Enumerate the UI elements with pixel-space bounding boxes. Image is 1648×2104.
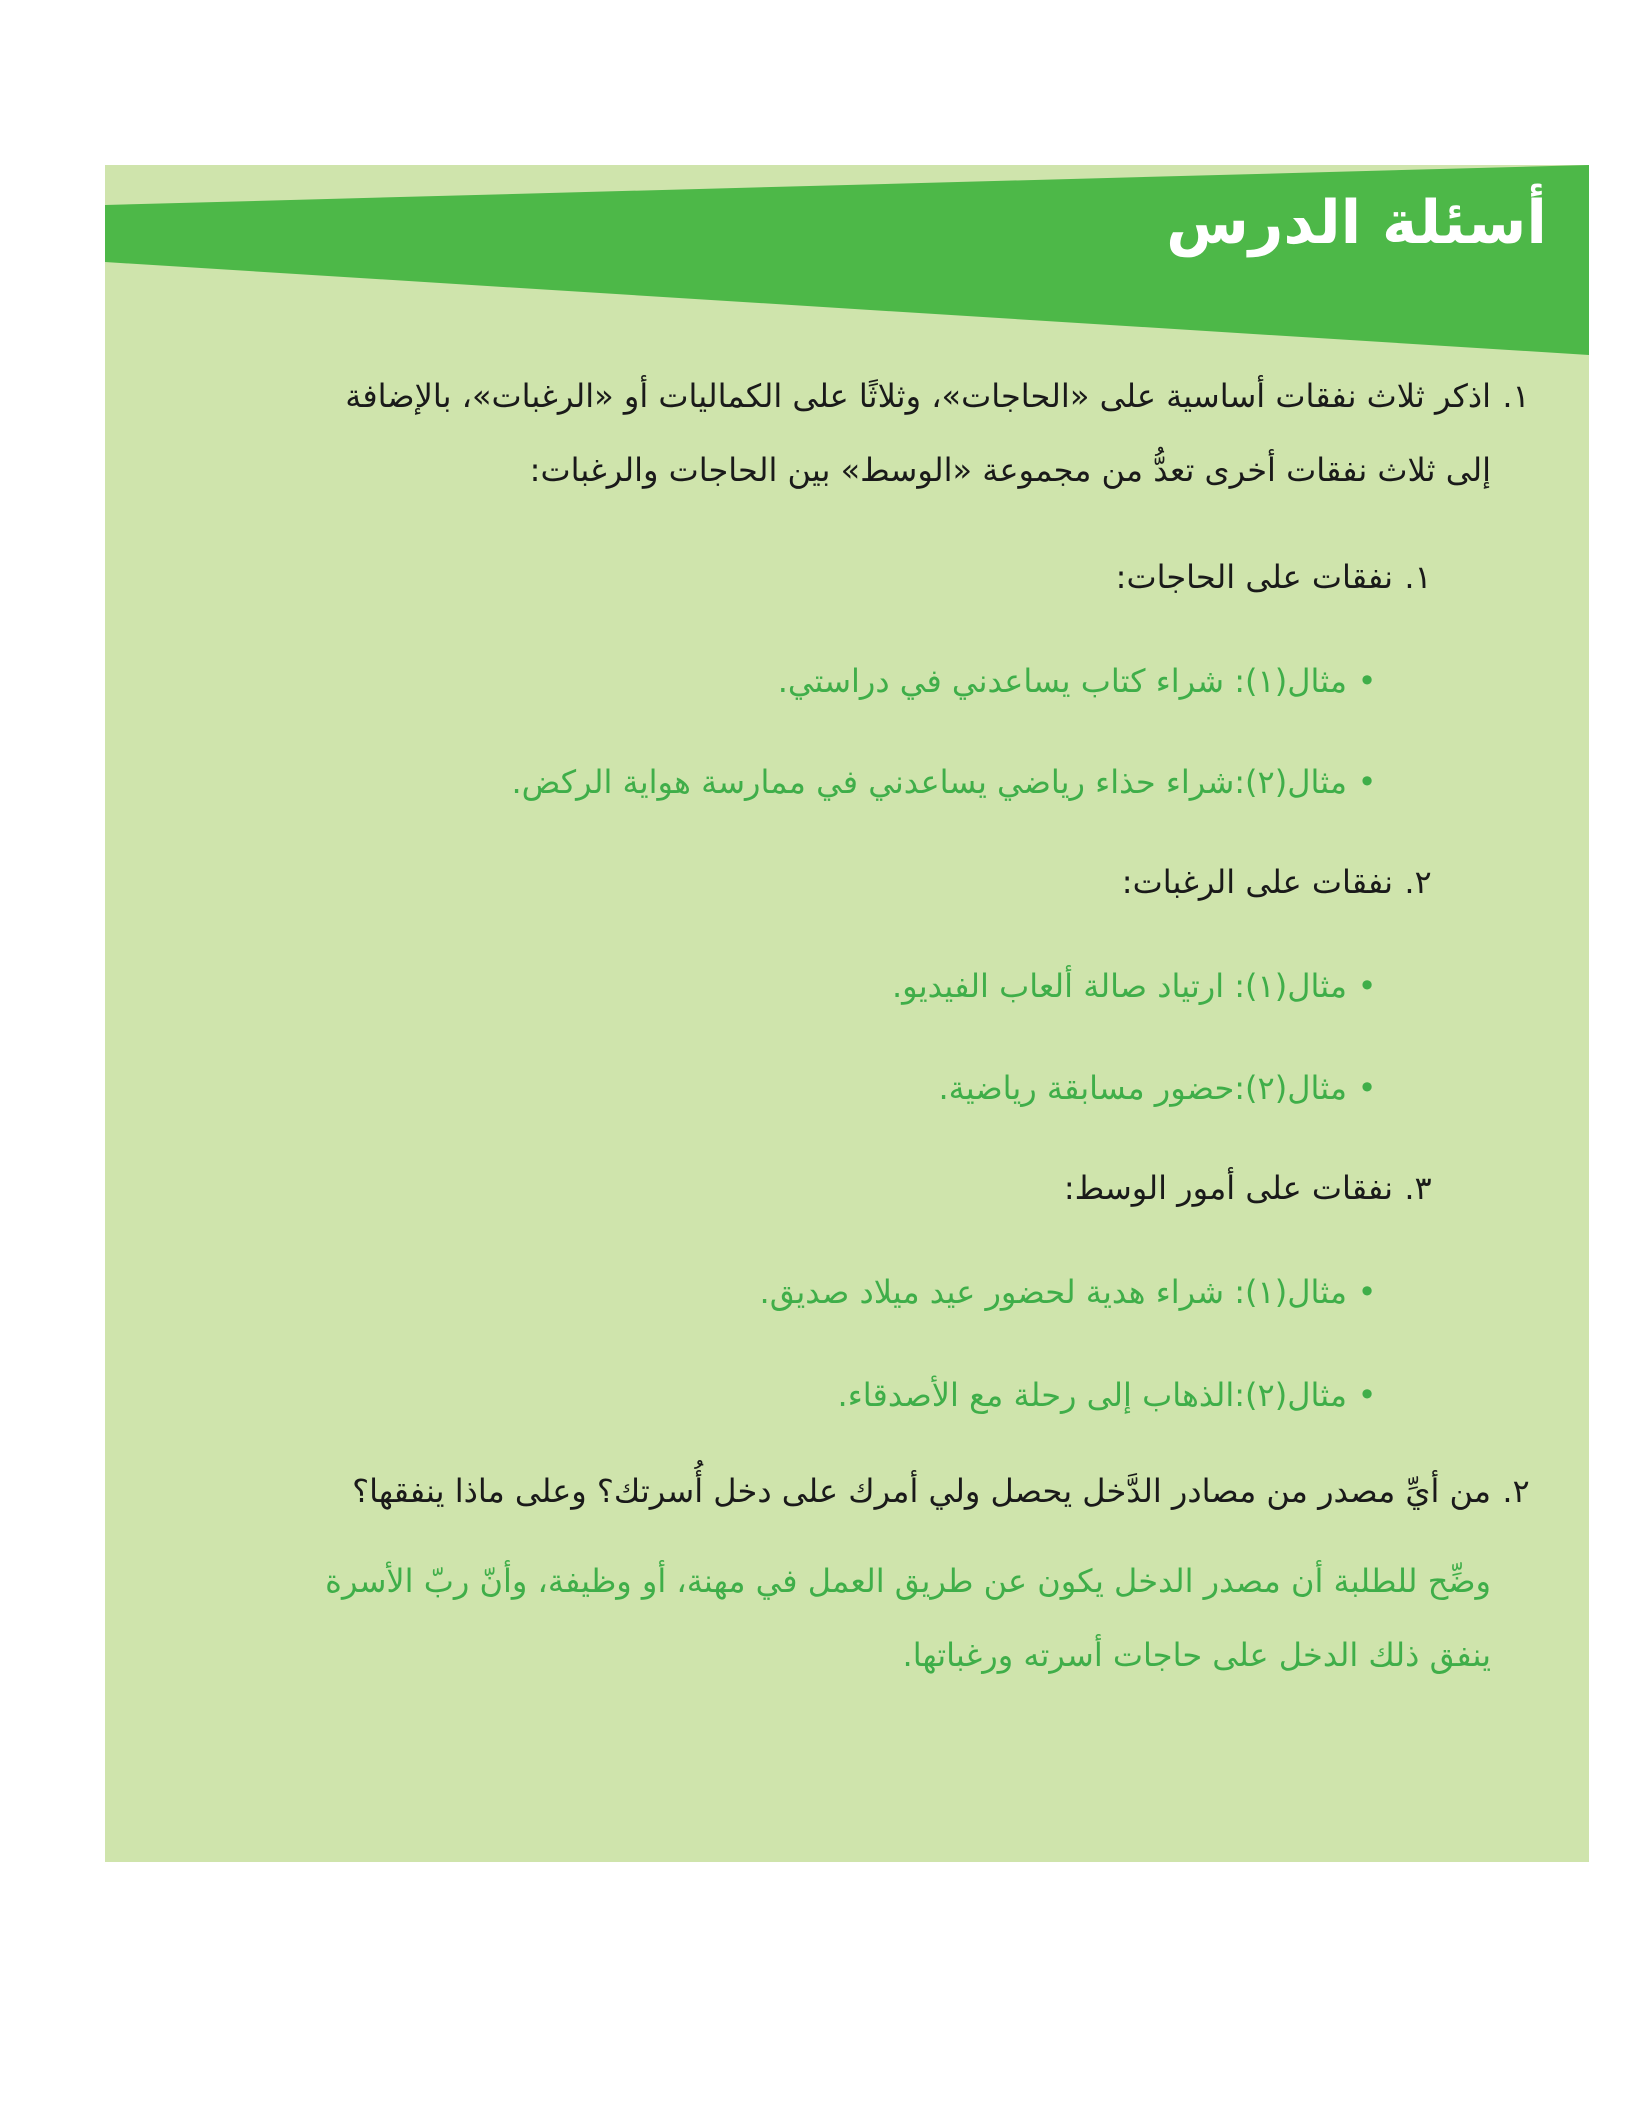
list-item (838, 1372, 1387, 1418)
subsection-heading: نفقات على الرغبات: (1121, 863, 1393, 901)
example-text: مثال(٢):شراء حذاء رياضي يساعدني في ممارسة هواية الركض. (511, 763, 1347, 801)
question-number: ٢. (1502, 1472, 1530, 1510)
list-item (760, 1269, 1387, 1315)
subsection-heading: نفقات على الحاجات: (1115, 558, 1393, 596)
example-text: مثال(٢):حضور مسابقة رياضية. (938, 1069, 1347, 1107)
list-item (892, 963, 1387, 1009)
example-text: مثال(١): ارتياد صالة ألعاب الفيديو. (892, 967, 1347, 1005)
example-text: مثال(١): شراء كتاب يساعدني في دراستي. (777, 662, 1347, 700)
subsection-number: ٢. (1404, 863, 1432, 901)
page-title: أسئلة الدرس (1166, 188, 1547, 258)
bullet-icon: • (1357, 763, 1377, 801)
question-text: اذكر ثلاث نفقات أساسية على «الحاجات»، وثلاثًا على الكماليات أو «الرغبات»، بالإضافة (345, 377, 1491, 415)
answer-line-1: وضِّح للطلبة أن مصدر الدخل يكون عن طريق العمل في مهنة، أو وظيفة، وأنّ ربّ الأسرة (325, 1562, 1491, 1600)
bullet-icon: • (1357, 1376, 1377, 1414)
question-number: ١. (1502, 377, 1530, 415)
question-1-line-1 (345, 373, 1541, 419)
subsection-wants (1122, 859, 1443, 905)
bullet-icon: • (1357, 967, 1377, 1005)
answer-line-2: ينفق ذلك الدخل على حاجات أسرته ورغباتها. (902, 1636, 1491, 1674)
question-text: من أيِّ مصدر من مصادر الدَّخل يحصل ولي أمرك على دخل أُسرتك؟ وعلى ماذا ينفقها؟ (352, 1472, 1491, 1510)
bullet-icon: • (1357, 1069, 1377, 1107)
bullet-icon: • (1357, 1273, 1377, 1311)
bullet-icon: • (1357, 662, 1377, 700)
question-2-line-1 (352, 1468, 1541, 1514)
question-1-line-2: إلى ثلاث نفقات أخرى تعدُّ من مجموعة «الوسط» بين الحاجات والرغبات: (529, 451, 1491, 489)
subsection-number: ٣. (1404, 1169, 1432, 1207)
lesson-questions-panel (105, 165, 1589, 1862)
subsection-number: ١. (1404, 558, 1432, 596)
list-item (778, 658, 1387, 704)
subsection-heading: نفقات على أمور الوسط: (1063, 1169, 1393, 1207)
example-text: مثال(٢):الذهاب إلى رحلة مع الأصدقاء. (837, 1376, 1347, 1414)
example-text: مثال(١): شراء هدية لحضور عيد ميلاد صديق. (759, 1273, 1347, 1311)
questions-list (145, 165, 1541, 1862)
list-item (511, 759, 1387, 805)
list-item (938, 1065, 1387, 1111)
subsection-middle (1064, 1165, 1443, 1211)
subsection-needs (1116, 554, 1443, 600)
